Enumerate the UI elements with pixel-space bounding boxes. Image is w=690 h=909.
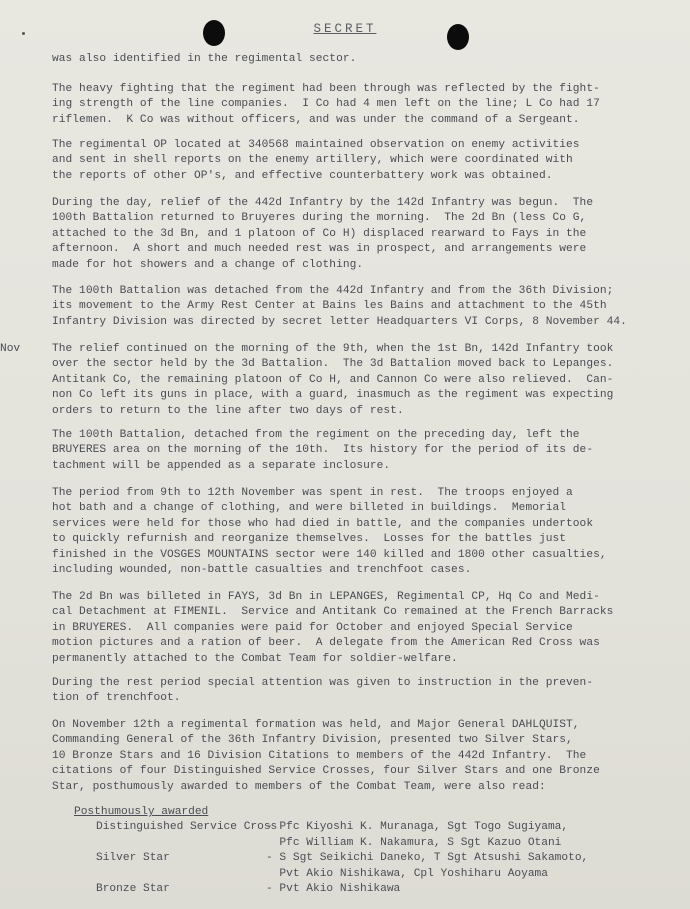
awards-list (52, 805, 666, 897)
award-row (52, 820, 666, 851)
award-recipients: - Pfc Kiyoshi K. Muranaga, Sgt Togo Sugiyama, Pfc William K. Nakamura, S Sgt Kazuo Otani (266, 821, 569, 849)
paragraph: The period from 9th to 12th November was spent in rest. The troops enjoyed a hot bath and a change of clothing, and were billeted in buildings. Memorial services were held for those who had died in battle, and the companies undertook to quickly refurnish and reorganize themselves. Losses for the battles just finished in the VOSGES MOUNTAINS sector were 140 killed and 1800 other casualties, including wounded, non-battle casualties and trenchfoot cases. (52, 487, 607, 577)
paragraph: On November 12th a regimental formation was held, and Major General DAHLQUIST, Commanding General of the 36th Infantry Division, presented two Silver Stars, 10 Bronze Stars and 16 Division Citations to members of the 442d Infantry. The citations of four Distinguished Service Crosses, four Silver Stars and one Bronze Star, posthumously awarded to members of the Combat Team, were also read: (52, 719, 600, 793)
award-row (52, 882, 666, 897)
margin-date-note: Nov (0, 343, 21, 355)
award-label: Silver Star (96, 852, 170, 865)
paragraph: The 100th Battalion, detached from the regiment on the preceding day, left the BRUYERES area on the morning of the 10th. Its history for the period of its de- tachment will be appended as a separate inclosure. (52, 429, 594, 472)
paragraph: During the day, relief of the 442d Infantry by the 142d Infantry was begun. The 100th Battalion returned to Bruyeres during the morning. The 2d Bn (less Co G, attached to the 3d Bn, and 1 platoon of Co H) displaced rearward to Fays in the afternoon. A short and much needed rest was in prospect, and arrangements were made for hot showers and a change of clothing. (52, 197, 594, 271)
paragraph: The relief continued on the morning of the 9th, when the 1st Bn, 142d Infantry took over the sector held by the 3d Battalion. The 3d Battalion moved back to Lepanges. Antitank Co, the remaining platoon of Co H, and Cannon Co were also relieved. Can- non Co left its guns in place, with a guard, inasmuch as the regiment was expecting orders to return to the line after two days of rest. (52, 343, 614, 417)
award-recipients: - S Sgt Seikichi Daneko, T Sgt Atsushi Sakamoto, Pvt Akio Nishikawa, Cpl Yoshiharu Aoyama (266, 852, 589, 880)
awards-title: Posthumously awarded (74, 806, 209, 818)
award-label: Distinguished Service Cross (96, 821, 278, 834)
paragraph: The heavy fighting that the regiment had been through was reflected by the fight- ing strength of the line companies. I Co had 4 men left on the line; L Co had 17 riflemen. K Co was without officers, and was under the command of a Sergeant. (52, 83, 600, 126)
paragraph: During the rest period special attention was given to instruction in the preven- tion of trenchfoot. (52, 677, 594, 705)
paragraph: The 100th Battalion was detached from the 442d Infantry and from the 36th Division; its movement to the Army Rest Center at Bains les Bains and attachment to the 45th Infantry Division was directed by secret letter Headquarters VI Corps, 8 November 44. (52, 285, 627, 328)
award-label: Bronze Star (96, 883, 170, 896)
paragraph: The 2d Bn was billeted in FAYS, 3d Bn in LEPANGES, Regimental CP, Hq Co and Medi- cal Detachment at FIMENIL. Service and Antitank Co remained at the French Barracks in BRUYERES. All companies were paid for October and enjoyed Special Service motion pictures and a ration of beer. A delegate from the American Red Cross was permanently attached to the Combat Team for soldier-welfare. (52, 591, 614, 665)
paragraph: was also identified in the regimental sector. (52, 53, 357, 65)
paragraph: The regimental OP located at 340568 maintained observation on enemy activities and sent in shell reports on the enemy artillery, which were coordinated with the reports of other OP's, and effective counterbattery work was obtained. (52, 139, 580, 182)
classification-heading: SECRET (313, 22, 377, 36)
award-recipients: - Pvt Akio Nishikawa (266, 883, 401, 896)
award-row (52, 851, 666, 882)
